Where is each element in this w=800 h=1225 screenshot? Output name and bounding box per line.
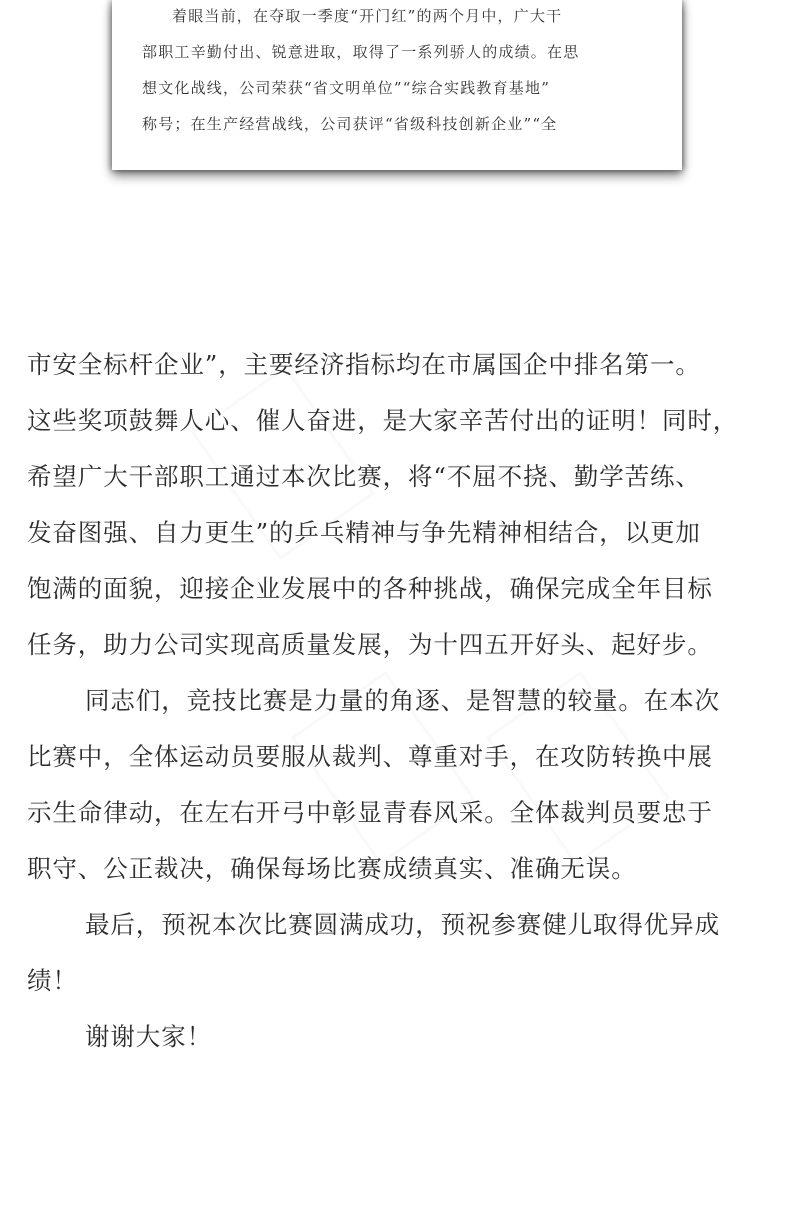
- preview-text-line: 想文化战线，公司荣获“省文明单位”“综合实践教育基地”: [142, 79, 551, 97]
- body-text-line: 任务，助力公司实现高质量发展，为十四五开好头、起好步。: [27, 630, 713, 659]
- body-text-line: 谢谢大家！: [85, 1022, 212, 1051]
- body-text-line: 这些奖项鼓舞人心、催人奋进，是大家辛苦付出的证明！同时，: [27, 406, 739, 435]
- page-preview-card: [112, 0, 682, 170]
- body-text-line: 饱满的面貌，迎接企业发展中的各种挑战，确保完成全年目标: [27, 574, 713, 603]
- body-text-line: 比赛中，全体运动员要服从裁判、尊重对手，在攻防转换中展: [27, 742, 713, 771]
- body-text-line: 绩！: [27, 966, 78, 995]
- body-text-line: 示生命律动，在左右开弓中彰显青春风采。全体裁判员要忠于: [27, 798, 713, 827]
- body-text-line: 最后，预祝本次比赛圆满成功，预祝参赛健儿取得优异成: [85, 910, 720, 939]
- preview-text-line: 称号；在生产经营战线，公司获评“省级科技创新企业”“全: [142, 115, 558, 133]
- preview-text-line: 着眼当前，在夺取一季度“开门红”的两个月中，广大干: [172, 7, 563, 25]
- body-text-line: 发奋图强、自力更生”的乒乓精神与争先精神相结合，以更加: [27, 518, 701, 547]
- body-text-line: 市安全标杆企业”，主要经济指标均在市属国企中排名第一。: [27, 350, 701, 379]
- body-text-line: 希望广大干部职工通过本次比赛，将“不屈不挠、勤学苦练、: [27, 462, 701, 491]
- body-text-line: 职守、公正裁决，确保每场比赛成绩真实、准确无误。: [27, 854, 637, 883]
- body-text-line: 同志们，竞技比赛是力量的角逐、是智慧的较量。在本次: [85, 686, 720, 715]
- preview-text-line: 部职工辛勤付出、锐意进取，取得了一系列骄人的成绩。在思: [142, 43, 580, 61]
